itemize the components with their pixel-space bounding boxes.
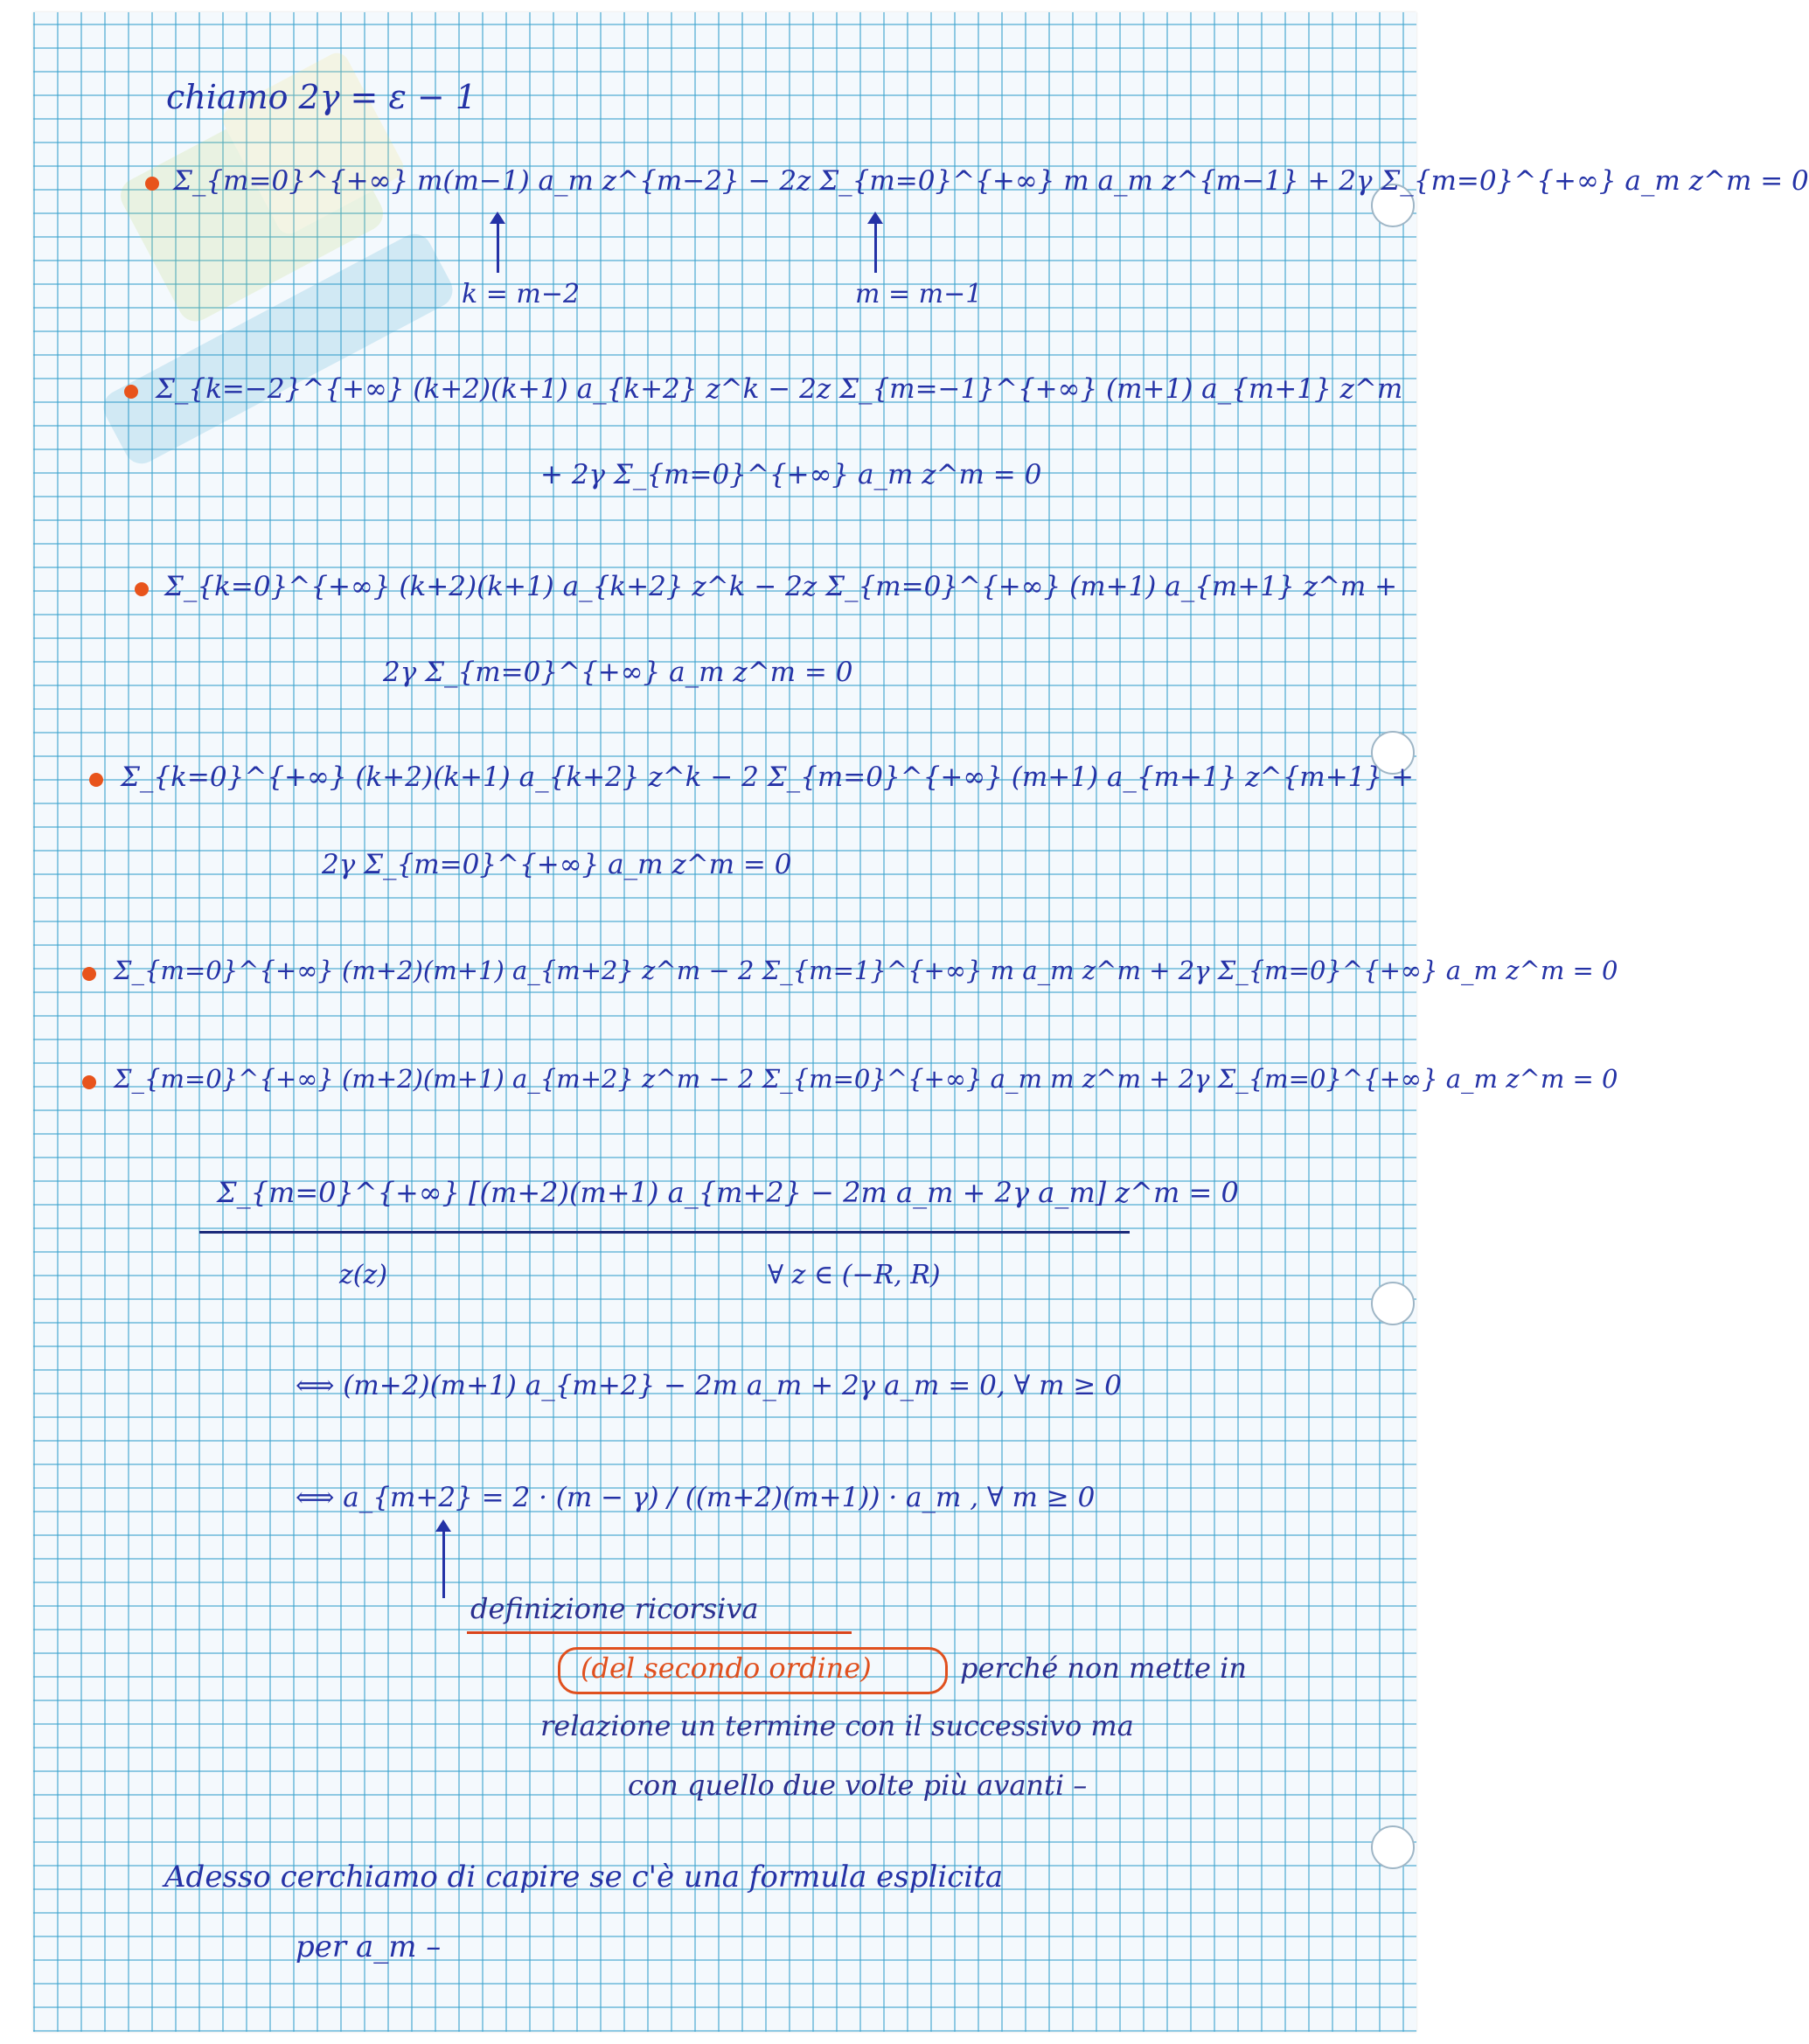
equation-line: + 2γ Σ_{m=0}^{+∞} a_m z^m = 0 xyxy=(540,459,1042,490)
binder-hole xyxy=(1371,1282,1415,1325)
arrow-up-icon xyxy=(442,1528,445,1598)
note-line: relazione un termine con il successivo ma xyxy=(540,1709,1134,1742)
bullet xyxy=(124,385,138,399)
equation-line: Σ_{m=0}^{+∞} [(m+2)(m+1) a_{m+2} − 2m a_m + 2γ a_m] z^m = 0 xyxy=(217,1176,1239,1209)
substitution-label: m = m−1 xyxy=(855,279,983,309)
intro-line: chiamo 2γ = ε − 1 xyxy=(166,78,477,116)
brace-underline xyxy=(199,1231,1130,1234)
equation-line: Σ_{k=−2}^{+∞} (k+2)(k+1) a_{k+2} z^k − 2z Σ_{m=−1}^{+∞} (m+1) a_{m+1} z^m xyxy=(156,373,1403,405)
bullet xyxy=(89,773,103,787)
note-line: con quello due volte più avanti – xyxy=(628,1769,1088,1802)
equation-line: 2γ Σ_{m=0}^{+∞} a_m z^m = 0 xyxy=(383,657,853,688)
brace-label-left: z(z) xyxy=(339,1260,388,1290)
note-line: definizione ricorsiva xyxy=(470,1592,759,1625)
bullet xyxy=(145,177,159,191)
substitution-label: k = m−2 xyxy=(462,279,581,309)
equation-line: ⟺ a_{m+2} = 2 · (m − γ) / ((m+2)(m+1)) · a_m , ∀ m ≥ 0 xyxy=(296,1482,1096,1513)
bullet xyxy=(135,582,149,596)
equation-line: Σ_{k=0}^{+∞} (k+2)(k+1) a_{k+2} z^k − 2 Σ_{m=0}^{+∞} (m+1) a_{m+1} z^{m+1} + xyxy=(121,761,1414,793)
footer-line: per a_m – xyxy=(296,1929,442,1964)
arrow-up-icon xyxy=(497,220,499,273)
bullet xyxy=(82,1075,96,1089)
note-highlight: (del secondo ordine) xyxy=(581,1651,872,1685)
graph-paper-sheet xyxy=(33,12,1809,2032)
arrow-up-icon xyxy=(874,220,877,273)
footer-line: Adesso cerchiamo di capire se c'è una formula esplicita xyxy=(164,1860,1004,1895)
brace-label-right: ∀ z ∈ (−R, R) xyxy=(768,1260,941,1290)
equation-line: ⟺ (m+2)(m+1) a_{m+2} − 2m a_m + 2γ a_m = 0, ∀ m ≥ 0 xyxy=(296,1370,1122,1401)
binder-hole xyxy=(1371,1825,1415,1869)
equation-line: 2γ Σ_{m=0}^{+∞} a_m z^m = 0 xyxy=(322,849,792,880)
equation-line: Σ_{k=0}^{+∞} (k+2)(k+1) a_{k+2} z^k − 2z Σ_{m=0}^{+∞} (m+1) a_{m+1} z^m + xyxy=(164,571,1398,602)
note-line: perché non mette in xyxy=(960,1651,1247,1685)
equation-line: Σ_{m=0}^{+∞} (m+2)(m+1) a_{m+2} z^m − 2 Σ_{m=1}^{+∞} m a_m z^m + 2γ Σ_{m=0}^{+∞} a_m z^m = 0 xyxy=(114,956,1618,985)
equation-line: Σ_{m=0}^{+∞} m(m−1) a_m z^{m−2} − 2z Σ_{m=0}^{+∞} m a_m z^{m−1} + 2γ Σ_{m=0}^{+∞} a_m z^m = 0 xyxy=(173,165,1809,197)
bullet xyxy=(82,967,96,981)
equation-line: Σ_{m=0}^{+∞} (m+2)(m+1) a_{m+2} z^m − 2 Σ_{m=0}^{+∞} a_m m z^m + 2γ Σ_{m=0}^{+∞} a_m z^m = 0 xyxy=(114,1064,1618,1094)
note-underline xyxy=(467,1631,852,1634)
watermark-logo xyxy=(68,47,610,589)
